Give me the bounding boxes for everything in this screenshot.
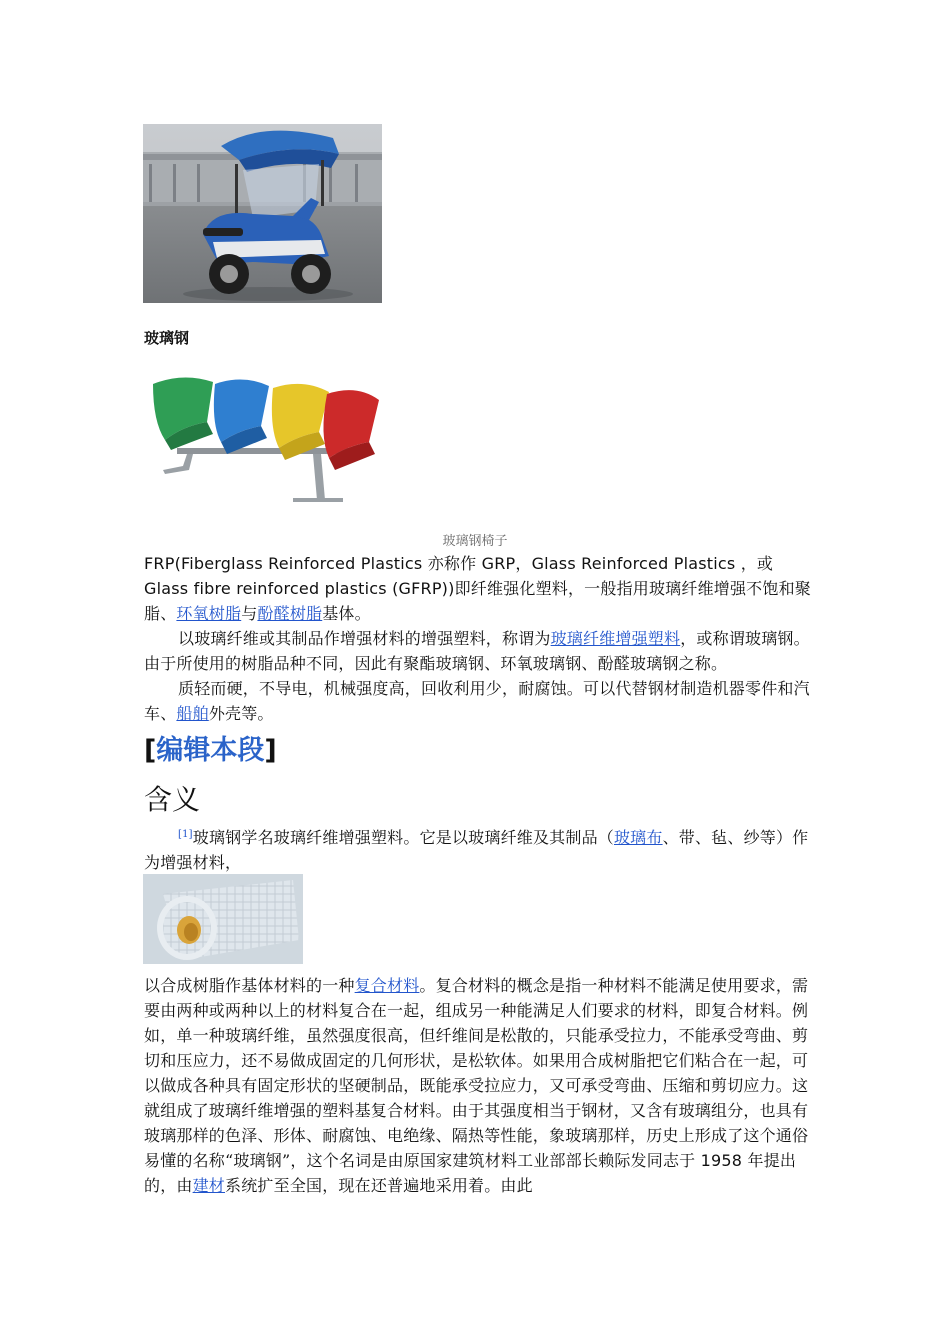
fiberglass-tube-roll-icon <box>143 874 303 964</box>
link-ship[interactable]: 船舶 <box>176 704 209 723</box>
meaning-paragraph-2: 以合成树脂作基体材料的一种复合材料。复合材料的概念是指一种材料不能满足使用要求，需要由两种或两种以上的材料复合在一起，组成另一种能满足人们要求的材料，即复合材料。例如，单一种玻璃纤维，虽然强度很高，但纤维间是松散的，只能承受拉力，不能承受弯曲、剪切和压应力，还不易做成固定的几何形状，是松软体。如果用合成树脂把它们粘合在一起，可以做成各种具有固定形状的坚硬制品，既能承受拉应力，又可承受弯曲、压缩和剪切应力。这就组成了玻璃纤维增强的塑料基复合材料。由于其强度相当于钢材，又含有玻璃组分，也具有玻璃那样的色泽、形体、耐腐蚀、电绝缘、隔热等性能，象玻璃那样，历史上形成了这个通俗易懂的名称“玻璃钢”，这个名词是由原国家建筑材料工业部部长赖际发同志于 1958 年提出的，由建材系统扩至全国，现在还普遍地采用着。由此 <box>144 976 809 1195</box>
edit-section-heading: [编辑本段] <box>144 735 277 766</box>
meaning-text-1 <box>144 825 812 875</box>
intro-paragraph-1: FRP(Fiberglass Reinforced Plastics 亦称作 GRP，Glass Reinforced Plastics ，或 Glass fibre reinforced plastics (GFRP))即纤维强化塑料，一般指用玻璃纤维增强不饱和聚脂、环氧树脂与酚醛树脂基体。 <box>144 554 811 623</box>
motorcycle-with-blue-canopy-icon <box>143 124 382 303</box>
tube-photo <box>143 874 303 964</box>
link-gfrp[interactable]: 玻璃纤维增强塑料 <box>550 629 681 648</box>
meaning-text-2 <box>144 973 812 1198</box>
colored-fiberglass-chairs-icon <box>143 362 393 504</box>
link-glass-cloth[interactable]: 玻璃布 <box>613 828 663 847</box>
edit-section-link[interactable]: 编辑本段 <box>156 735 265 766</box>
chairs-photo <box>143 362 393 504</box>
meaning-paragraph-1: [1]玻璃钢学名玻璃纤维增强塑料。它是以玻璃纤维及其制品（玻璃布、带、毡、纱等）作为增强材料， <box>144 828 809 872</box>
reference-marker[interactable]: [1] <box>178 829 193 840</box>
figure-label: 玻璃钢 <box>144 329 190 347</box>
intro-paragraph-3: 质轻而硬，不导电，机械强度高，回收利用少，耐腐蚀。可以代替钢材制造机器零件和汽车、船舶外壳等。 <box>144 679 810 723</box>
intro-paragraph-2: 以玻璃纤维或其制品作增强材料的增强塑料，称谓为玻璃纤维增强塑料，或称谓玻璃钢。由于所使用的树脂品种不同，因此有聚酯玻璃钢、环氧玻璃钢、酚醛玻璃钢之称。 <box>144 629 810 673</box>
link-building-materials[interactable]: 建材 <box>192 1176 226 1195</box>
link-phenolic-resin[interactable]: 酚醛树脂 <box>257 604 323 623</box>
figure-caption: 玻璃钢椅子 <box>442 534 508 549</box>
intro-text <box>144 551 812 726</box>
link-composite-material[interactable]: 复合材料 <box>354 976 420 995</box>
motorcycle-photo <box>143 124 382 303</box>
link-epoxy-resin[interactable]: 环氧树脂 <box>176 604 242 623</box>
section-title: 含义 <box>144 783 201 816</box>
